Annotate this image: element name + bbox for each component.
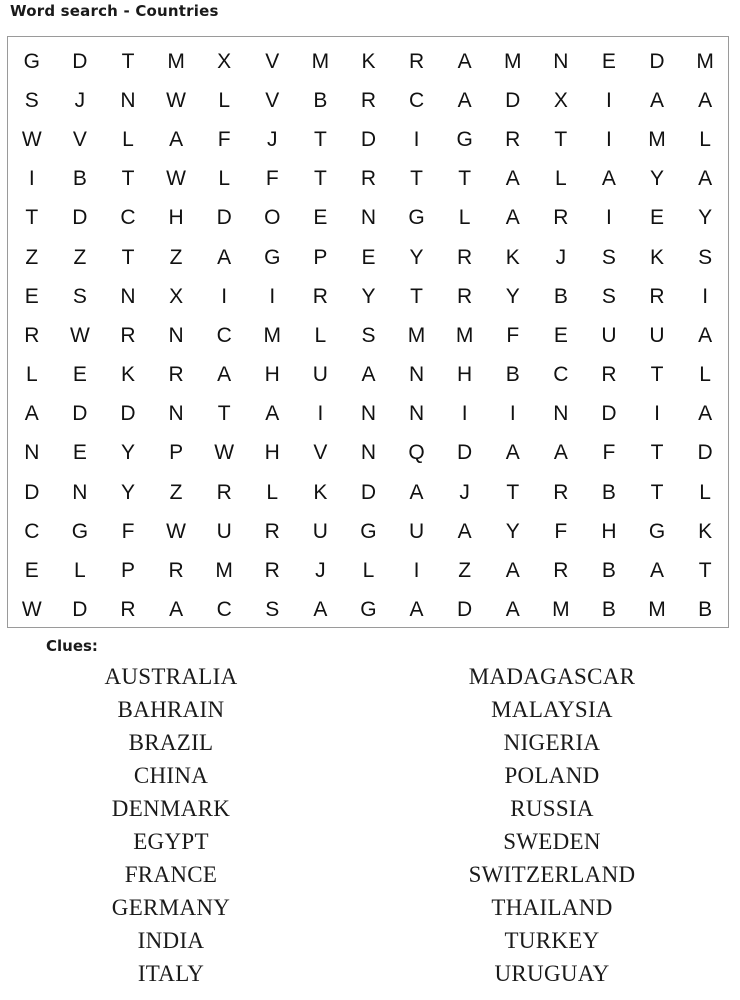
grid-letter-cell: B [553, 284, 569, 308]
grid-letter-cell: W [21, 598, 43, 622]
grid-letter-cell: Y [120, 441, 136, 465]
grid-letter-cell: S [72, 284, 88, 308]
grid-letter-cell: E [601, 49, 617, 73]
grid-letter-cell: D [216, 206, 233, 230]
clue-word: DENMARK [111, 796, 231, 821]
clue-word: URUGUAY [494, 961, 610, 986]
grid-letter-cell: V [265, 49, 280, 73]
grid-letter-cell: K [505, 245, 521, 269]
grid-letter-cell: B [698, 598, 713, 622]
clue-word: BRAZIL [128, 730, 214, 755]
grid-letter-cell: M [167, 49, 186, 73]
grid-letter-cell: A [457, 49, 473, 73]
clue-word: THAILAND [491, 895, 613, 920]
grid-letter-cell: A [698, 167, 713, 191]
grid-letter-cell: N [120, 284, 137, 308]
grid-letter-cell: N [360, 402, 377, 426]
grid-letter-cell: B [505, 363, 521, 387]
grid-letter-cell: L [218, 88, 231, 112]
grid-letter-cell: G [23, 49, 41, 73]
grid-letter-cell: T [554, 127, 568, 151]
grid-letter-cell: U [312, 363, 329, 387]
grid-letter-cell: F [602, 441, 616, 465]
grid-letter-cell: F [121, 519, 135, 543]
clues-right-column [402, 660, 702, 990]
grid-letter-cell: R [457, 245, 473, 269]
grid-letter-cell: R [312, 284, 329, 308]
grid-letter-cell: Y [505, 284, 521, 308]
clues-label: Clues: [46, 637, 98, 655]
grid-letter-cell: P [169, 441, 184, 465]
word-search-grid [8, 42, 728, 630]
grid-letter-cell: Y [505, 519, 521, 543]
grid-letter-cell: D [72, 49, 88, 73]
page-title: Word search - Countries [10, 2, 219, 20]
grid-letter-cell: J [459, 480, 471, 504]
grid-letter-cell: A [505, 598, 521, 622]
grid-letter-cell: W [69, 323, 91, 347]
grid-letter-cell: T [410, 167, 424, 191]
grid-letter-cell: D [360, 480, 377, 504]
grid-letter-cell: E [24, 559, 40, 583]
grid-letter-cell: Z [458, 559, 472, 583]
grid-letter-cell: A [313, 598, 328, 622]
grid-letter-cell: C [120, 206, 137, 230]
grid-letter-cell: W [214, 441, 235, 465]
grid-letter-cell: Z [169, 480, 183, 504]
grid-letter-cell: I [317, 402, 324, 426]
grid-letter-cell: E [553, 323, 569, 347]
clue-word: GERMANY [111, 895, 231, 920]
clue-word: FRANCE [124, 862, 218, 887]
grid-letter-cell: R [505, 127, 521, 151]
grid-letter-cell: D [360, 127, 377, 151]
grid-letter-cell: Y [409, 245, 425, 269]
grid-letter-cell: T [121, 167, 135, 191]
grid-letter-cell: T [506, 480, 520, 504]
grid-letter-cell: B [601, 480, 617, 504]
grid-letter-cell: K [650, 245, 665, 269]
grid-letter-cell: T [650, 363, 664, 387]
clue-word: MALAYSIA [491, 697, 613, 722]
grid-letter-cell: D [72, 402, 88, 426]
grid-letter-cell: N [553, 49, 569, 73]
grid-letter-cell: I [654, 402, 661, 426]
grid-letter-cell: T [313, 127, 328, 151]
grid-letter-cell: R [264, 559, 281, 583]
clue-word: NIGERIA [503, 730, 601, 755]
grid-letter-cell: Q [408, 441, 426, 465]
grid-letter-cell: L [458, 206, 471, 230]
grid-letter-cell: D [505, 88, 521, 112]
grid-letter-cell: M [503, 49, 522, 73]
grid-letter-cell: S [698, 245, 713, 269]
grid-letter-cell: D [457, 441, 473, 465]
grid-letter-cell: R [408, 49, 425, 73]
grid-letter-cell: A [169, 127, 184, 151]
grid-letter-cell: B [313, 88, 328, 112]
grid-letter-cell: A [217, 363, 232, 387]
grid-letter-cell: L [699, 127, 712, 151]
grid-letter-cell: D [24, 480, 40, 504]
grid-letter-cell: K [120, 363, 136, 387]
grid-letter-cell: N [168, 323, 185, 347]
grid-letter-cell: A [505, 206, 521, 230]
grid-letter-cell: I [509, 402, 517, 426]
word-search-grid-box [7, 36, 729, 628]
grid-letter-cell: H [457, 363, 473, 387]
grid-letter-cell: M [648, 598, 667, 622]
clue-word: SWEDEN [503, 829, 601, 854]
grid-letter-cell: R [120, 323, 137, 347]
grid-letter-cell: T [121, 245, 135, 269]
grid-letter-cell: L [699, 480, 712, 504]
grid-letter-cell: J [555, 245, 567, 269]
grid-letter-cell: K [698, 519, 713, 543]
grid-letter-cell: N [168, 402, 185, 426]
grid-letter-cell: H [168, 206, 185, 230]
grid-letter-cell: Z [169, 245, 183, 269]
grid-letter-cell: L [218, 167, 231, 191]
grid-letter-cell: C [216, 598, 233, 622]
grid-letter-cell: M [407, 323, 426, 347]
grid-letter-cell: U [408, 519, 425, 543]
grid-letter-cell: A [265, 402, 280, 426]
grid-letter-cell: A [650, 88, 665, 112]
grid-letter-cell: A [457, 519, 473, 543]
grid-letter-cell: E [24, 284, 40, 308]
grid-letter-cell: T [217, 402, 232, 426]
grid-letter-cell: G [71, 519, 89, 543]
grid-letter-cell: U [216, 519, 233, 543]
grid-letter-cell: A [505, 559, 521, 583]
grid-letter-cell: R [601, 363, 617, 387]
grid-letter-cell: E [72, 441, 88, 465]
grid-letter-cell: W [166, 167, 187, 191]
grid-letter-cell: S [24, 88, 40, 112]
grid-letter-cell: A [409, 480, 425, 504]
grid-letter-cell: I [269, 284, 276, 308]
grid-letter-cell: R [457, 284, 473, 308]
grid-letter-cell: N [408, 363, 425, 387]
grid-letter-cell: D [120, 402, 137, 426]
grid-letter-cell: F [554, 519, 568, 543]
grid-letter-cell: N [360, 206, 377, 230]
grid-letter-cell: A [409, 598, 425, 622]
grid-letter-cell: A [361, 363, 376, 387]
grid-letter-cell: L [699, 363, 712, 387]
clue-word: CHINA [133, 763, 209, 788]
grid-letter-cell: M [552, 598, 571, 622]
grid-letter-cell: C [216, 323, 233, 347]
grid-letter-cell: P [120, 559, 136, 583]
clues-left-column [21, 660, 321, 990]
grid-letter-cell: N [553, 402, 569, 426]
grid-letter-cell: G [360, 598, 378, 622]
grid-letter-cell: M [311, 49, 330, 73]
grid-letter-cell: V [72, 127, 88, 151]
grid-letter-cell: A [698, 402, 713, 426]
grid-letter-cell: R [360, 88, 377, 112]
grid-letter-cell: F [265, 167, 280, 191]
grid-letter-cell: A [698, 88, 713, 112]
clue-word: RUSSIA [510, 796, 594, 821]
grid-letter-cell: R [360, 167, 377, 191]
grid-letter-cell: W [166, 519, 187, 543]
grid-letter-cell: D [649, 49, 666, 73]
clue-word: SWITZERLAND [468, 862, 636, 887]
grid-letter-cell: I [606, 206, 613, 230]
grid-letter-cell: Z [73, 245, 87, 269]
clue-word: BAHRAIN [117, 697, 225, 722]
grid-letter-cell: L [314, 323, 327, 347]
grid-letter-cell: T [650, 441, 664, 465]
grid-letter-cell: X [217, 49, 232, 73]
grid-letter-cell: F [506, 323, 520, 347]
grid-letter-cell: M [263, 323, 282, 347]
clue-word: EGYPT [133, 829, 209, 854]
grid-letter-cell: R [553, 206, 569, 230]
grid-letter-cell: M [696, 49, 715, 73]
grid-letter-cell: K [361, 49, 376, 73]
grid-letter-cell: I [413, 127, 420, 151]
grid-letter-cell: R [168, 363, 185, 387]
grid-letter-cell: I [461, 402, 469, 426]
grid-letter-cell: Z [25, 245, 39, 269]
grid-letter-cell: N [408, 402, 425, 426]
grid-letter-cell: H [601, 519, 617, 543]
grid-letter-cell: H [264, 363, 281, 387]
grid-letter-cell: X [553, 88, 569, 112]
grid-letter-cell: I [702, 284, 709, 308]
grid-letter-cell: E [313, 206, 328, 230]
grid-letter-cell: T [458, 167, 472, 191]
grid-letter-cell: W [21, 127, 43, 151]
grid-letter-cell: J [315, 559, 327, 583]
grid-letter-cell: A [553, 441, 569, 465]
grid-letter-cell: L [362, 559, 375, 583]
grid-letter-cell: E [72, 363, 88, 387]
grid-letter-cell: B [601, 559, 617, 583]
grid-letter-cell: C [408, 88, 425, 112]
grid-letter-cell: T [25, 206, 39, 230]
grid-letter-cell: J [74, 88, 86, 112]
grid-letter-cell: F [217, 127, 232, 151]
grid-letter-cell: I [413, 559, 420, 583]
grid-letter-cell: D [457, 598, 473, 622]
grid-letter-cell: I [221, 284, 228, 308]
grid-letter-cell: T [650, 480, 664, 504]
grid-letter-cell: Y [650, 167, 665, 191]
grid-letter-cell: O [264, 206, 281, 230]
grid-letter-cell: A [601, 167, 617, 191]
grid-letter-cell: M [215, 559, 234, 583]
grid-letter-cell: A [650, 559, 665, 583]
grid-letter-cell: Y [120, 480, 136, 504]
clue-word: TURKEY [504, 928, 600, 953]
grid-letter-cell: E [361, 245, 376, 269]
grid-letter-cell: A [169, 598, 184, 622]
grid-letter-cell: X [169, 284, 184, 308]
grid-letter-cell: N [360, 441, 377, 465]
grid-letter-cell: T [698, 559, 713, 583]
grid-letter-cell: R [216, 480, 233, 504]
grid-letter-cell: N [24, 441, 40, 465]
grid-letter-cell: R [120, 598, 137, 622]
grid-letter-cell: A [505, 167, 521, 191]
grid-letter-cell: U [649, 323, 666, 347]
grid-letter-cell: K [313, 480, 328, 504]
grid-letter-cell: W [166, 88, 187, 112]
grid-letter-cell: E [650, 206, 665, 230]
grid-letter-cell: Y [698, 206, 713, 230]
grid-letter-cell: I [606, 88, 613, 112]
grid-letter-cell: N [120, 88, 137, 112]
clue-word: MADAGASCAR [468, 664, 636, 689]
grid-letter-cell: Y [361, 284, 376, 308]
grid-letter-cell: L [25, 363, 39, 387]
grid-letter-cell: C [553, 363, 569, 387]
grid-letter-cell: R [553, 480, 569, 504]
grid-letter-cell: L [266, 480, 279, 504]
grid-letter-cell: R [553, 559, 569, 583]
grid-letter-cell: A [457, 88, 473, 112]
grid-letter-cell: B [72, 167, 88, 191]
grid-letter-cell: V [265, 88, 280, 112]
grid-letter-cell: S [265, 598, 280, 622]
grid-letter-cell: D [72, 206, 88, 230]
grid-letter-cell: G [408, 206, 426, 230]
grid-letter-cell: P [313, 245, 328, 269]
grid-letter-cell: S [601, 284, 617, 308]
clue-word: ITALY [137, 961, 205, 986]
grid-letter-cell: M [455, 323, 474, 347]
grid-letter-cell: D [601, 402, 617, 426]
grid-letter-cell: T [313, 167, 328, 191]
grid-letter-cell: V [313, 441, 328, 465]
clue-word: INDIA [137, 928, 205, 953]
grid-letter-cell: T [410, 284, 424, 308]
grid-letter-cell: A [24, 402, 40, 426]
grid-letter-cell: L [74, 559, 87, 583]
grid-letter-cell: R [168, 559, 185, 583]
clue-word: POLAND [504, 763, 600, 788]
grid-letter-cell: A [698, 323, 713, 347]
grid-letter-cell: G [360, 519, 378, 543]
grid-letter-cell: L [554, 167, 568, 191]
grid-letter-cell: D [697, 441, 714, 465]
grid-letter-cell: R [649, 284, 666, 308]
grid-letter-cell: L [122, 127, 135, 151]
grid-letter-cell: T [121, 49, 135, 73]
grid-letter-cell: G [264, 245, 281, 269]
grid-letter-cell: B [601, 598, 617, 622]
grid-letter-cell: N [72, 480, 88, 504]
grid-letter-cell: R [24, 323, 40, 347]
grid-letter-cell: I [606, 127, 613, 151]
grid-letter-cell: I [28, 167, 36, 191]
grid-letter-cell: H [264, 441, 281, 465]
clue-word: AUSTRALIA [104, 664, 238, 689]
grid-letter-cell: U [312, 519, 329, 543]
grid-letter-cell: R [264, 519, 281, 543]
grid-letter-cell: A [505, 441, 521, 465]
grid-letter-cell: S [601, 245, 617, 269]
grid-letter-cell: S [361, 323, 376, 347]
grid-letter-cell: M [648, 127, 667, 151]
grid-letter-cell: C [24, 519, 40, 543]
grid-letter-cell: D [72, 598, 88, 622]
grid-letter-cell: G [648, 519, 666, 543]
grid-letter-cell: G [456, 127, 474, 151]
grid-letter-cell: U [601, 323, 617, 347]
grid-letter-cell: A [217, 245, 232, 269]
grid-letter-cell: J [267, 127, 279, 151]
